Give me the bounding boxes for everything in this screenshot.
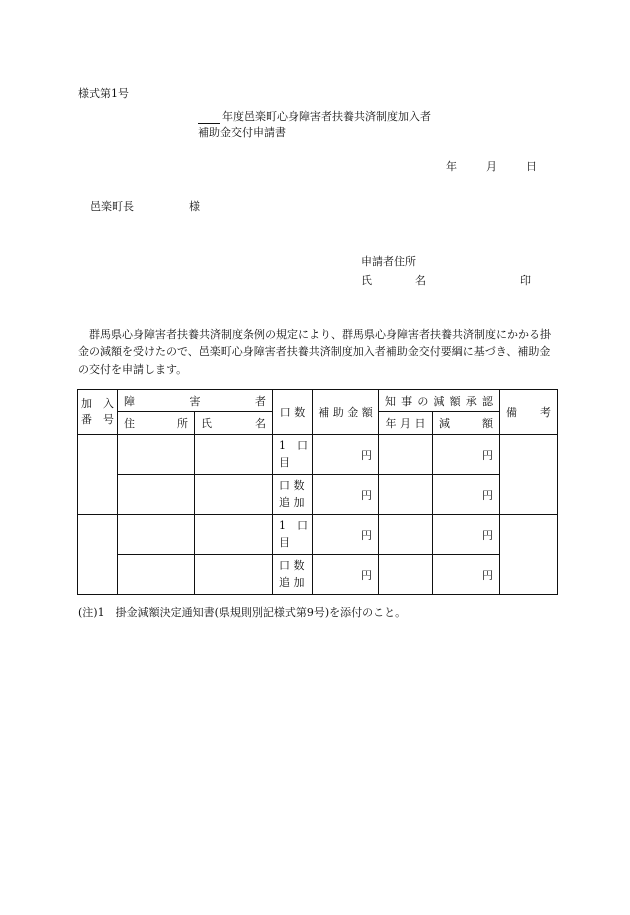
application-body-text: 群馬県心身障害者扶養共済制度条例の規定により、群馬県心身障害者扶養共済制度にかかる掛金の減額を受けたので、邑楽町心身障害者扶養共済制度加入者補助金交付要綱に基づき、補助金の交付を申請します。 (78, 328, 551, 376)
document-title-line-1: 年度邑楽町心身障害者扶養共済制度加入者 (198, 110, 431, 124)
header-address: 住 所 (118, 412, 195, 435)
applicant-name-line (361, 274, 531, 288)
reduction-amount-cell[interactable]: 円 (433, 475, 500, 515)
subsidy-amount-cell[interactable]: 円 (313, 515, 379, 555)
address-cell[interactable] (118, 475, 195, 515)
remarks-cell[interactable] (500, 435, 558, 515)
subsidy-amount-cell[interactable]: 円 (313, 475, 379, 515)
name-cell[interactable] (195, 555, 273, 595)
header-governor-approval: 知 事 の 減 額 承 認 (379, 390, 500, 412)
table-row (78, 555, 558, 595)
applicant-name-label-2: 名 (415, 274, 426, 287)
addressee (90, 200, 200, 214)
reduction-amount-cell[interactable]: 円 (433, 515, 500, 555)
approval-date-cell[interactable] (379, 475, 433, 515)
enrollment-number-cell[interactable] (78, 435, 118, 515)
subsidy-amount-cell[interactable]: 円 (313, 555, 379, 595)
remarks-cell[interactable] (500, 515, 558, 595)
header-name: 氏 名 (195, 412, 273, 435)
form-number: 様式第1号 (78, 87, 129, 100)
addressee-name: 邑楽町長 (90, 200, 134, 213)
application-date (446, 160, 537, 174)
units-added-cell: 口 数 追 加 (273, 555, 313, 595)
reduction-amount-cell[interactable]: 円 (433, 555, 500, 595)
table-row (78, 435, 558, 475)
approval-date-cell[interactable] (379, 555, 433, 595)
header-reduction-amount: 減 額 (433, 412, 500, 435)
applicant-name-label-1: 氏 (361, 274, 372, 287)
date-day-label: 日 (526, 160, 537, 173)
header-subsidy-amount: 補 助 金 額 (313, 390, 379, 435)
name-cell[interactable] (195, 435, 273, 475)
header-enrollment-number: 加 入 番 号 (78, 390, 118, 435)
units-added-cell: 口 数 追 加 (273, 475, 313, 515)
units-first-cell: 1 口 目 (273, 435, 313, 475)
header-approval-date: 年 月 日 (379, 412, 433, 435)
address-cell[interactable] (118, 435, 195, 475)
units-first-cell: 1 口 目 (273, 515, 313, 555)
header-remarks: 備 考 (500, 390, 558, 435)
approval-date-cell[interactable] (379, 435, 433, 475)
address-cell[interactable] (118, 555, 195, 595)
address-cell[interactable] (118, 515, 195, 555)
applicant-address-label: 申請者住所 (361, 255, 416, 268)
application-table (77, 389, 558, 595)
year-blank[interactable] (198, 111, 220, 124)
seal-mark: 印 (520, 274, 531, 287)
date-month-label: 月 (486, 160, 497, 173)
approval-date-cell[interactable] (379, 515, 433, 555)
header-disabled-person: 障 害 者 (118, 390, 273, 412)
addressee-honorific: 様 (189, 200, 200, 213)
reduction-amount-cell[interactable]: 円 (433, 435, 500, 475)
document-title-line-2: 補助金交付申請書 (198, 126, 286, 139)
enrollment-number-cell[interactable] (78, 515, 118, 595)
table-row (78, 475, 558, 515)
subsidy-amount-cell[interactable]: 円 (313, 435, 379, 475)
table-row (78, 515, 558, 555)
attachment-note: (注)1 掛金減額決定通知書(県規則別記様式第9号)を添付のこと。 (78, 606, 407, 619)
name-cell[interactable] (195, 515, 273, 555)
header-units: 口 数 (273, 390, 313, 435)
name-cell[interactable] (195, 475, 273, 515)
date-year-label: 年 (446, 160, 457, 173)
